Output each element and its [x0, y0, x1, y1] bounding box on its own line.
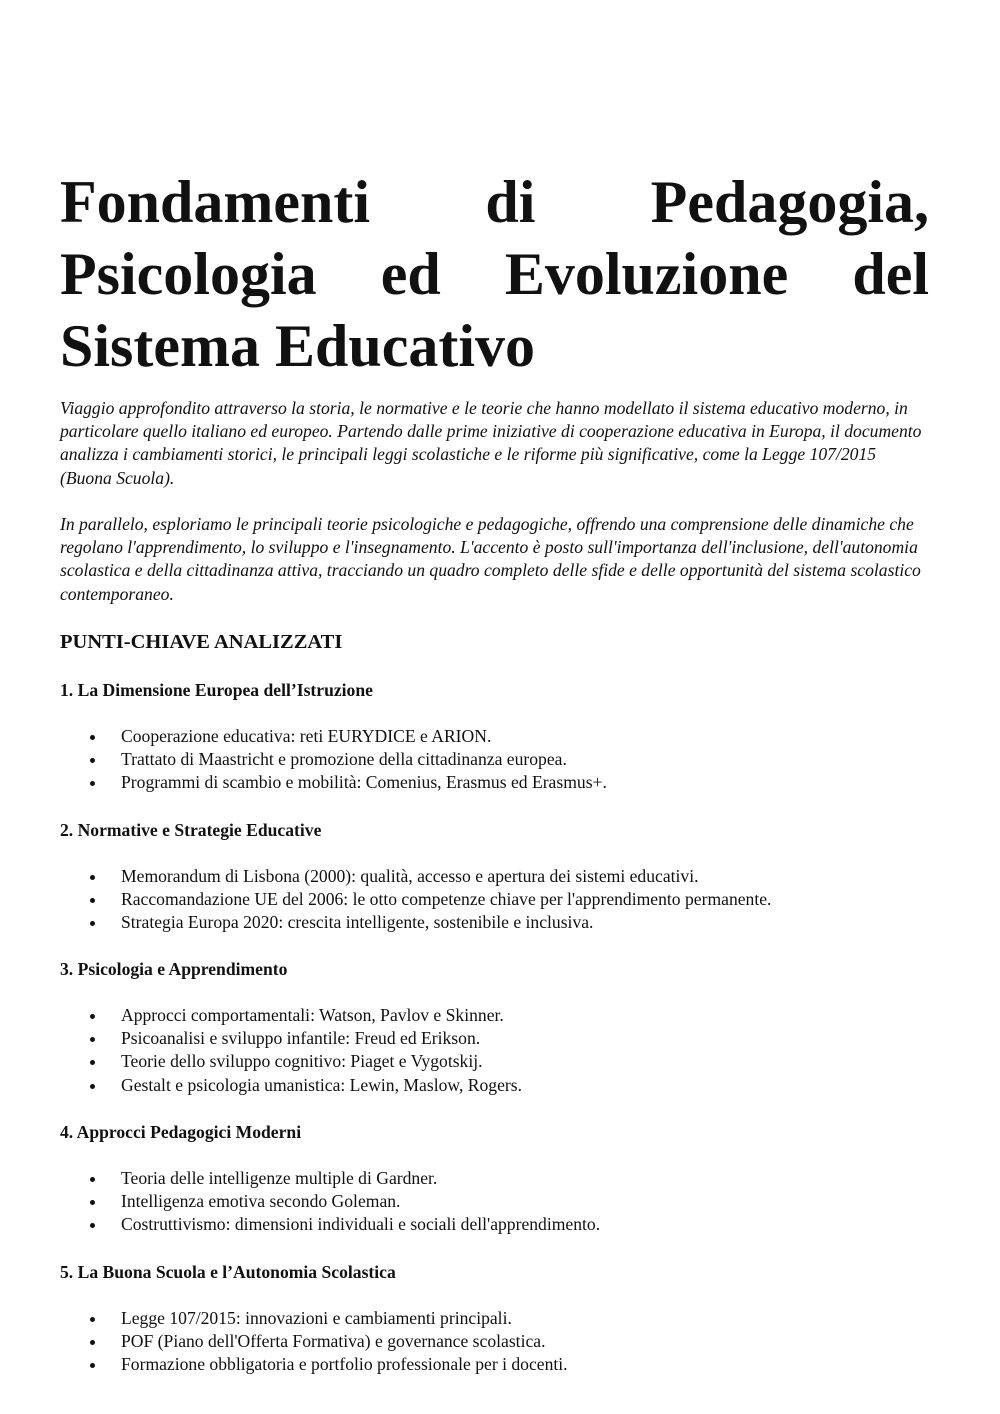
list-item-text: Memorandum di Lisbona (2000): qualità, accesso e apertura dei sistemi educativi. — [121, 866, 699, 886]
list-item — [60, 1027, 522, 1050]
list-item — [60, 1167, 600, 1190]
list-item — [60, 911, 771, 934]
list-item-text: Approcci comportamentali: Watson, Pavlov e Skinner. — [121, 1005, 504, 1025]
list-item-text: Trattato di Maastricht e promozione della cittadinanza europea. — [121, 749, 567, 770]
bullet-list — [60, 1004, 522, 1097]
bullet-dot-icon — [90, 1200, 95, 1205]
list-item — [60, 771, 607, 794]
title-line: Psicologia ed Evoluzione del — [60, 241, 929, 307]
list-item-text: Intelligenza emotiva secondo Goleman. — [121, 1191, 401, 1212]
bullet-dot-icon — [90, 758, 95, 763]
bullet-list — [60, 1307, 568, 1377]
section-title: 3. Psicologia e Apprendimento — [60, 959, 288, 979]
bullet-dot-icon — [90, 1317, 95, 1322]
list-item-text: Costruttivismo: dimensioni individuali e sociali dell'apprendimento. — [121, 1214, 601, 1235]
section-title: 5. La Buona Scuola e l’Autonomia Scolastica — [60, 1262, 396, 1282]
list-item — [60, 1050, 522, 1073]
list-item-text: Teorie dello sviluppo cognitivo: Piaget e Vygotskij. — [121, 1051, 483, 1072]
list-item — [60, 888, 771, 911]
list-item — [60, 865, 771, 888]
bullet-dot-icon — [90, 1084, 95, 1089]
list-item-text: Raccomandazione UE del 2006: le otto competenze chiave per l'apprendimento permanente. — [121, 889, 772, 910]
list-item — [60, 1353, 568, 1376]
section-title: 1. La Dimensione Europea dell’Istruzione — [60, 680, 373, 700]
list-item — [60, 1330, 568, 1353]
bullet-dot-icon — [90, 1060, 95, 1065]
bullet-dot-icon — [90, 1014, 95, 1019]
section-title: 4. Approcci Pedagogici Moderni — [60, 1122, 302, 1142]
bullet-dot-icon — [90, 1340, 95, 1345]
list-item-text: Legge 107/2015: innovazioni e cambiamenti principali. — [121, 1308, 512, 1328]
list-item-text: Psicoanalisi e sviluppo infantile: Freud ed Erikson. — [121, 1028, 481, 1049]
bullet-dot-icon — [90, 735, 95, 740]
list-item-text: Formazione obbligatoria e portfolio professionale per i docenti. — [121, 1354, 568, 1375]
list-item-text: Teoria delle intelligenze multiple di Gardner. — [121, 1168, 438, 1188]
list-item — [60, 725, 607, 748]
list-item-text: Strategia Europa 2020: crescita intelligente, sostenibile e inclusiva. — [121, 912, 594, 933]
list-item — [60, 1307, 568, 1330]
list-item — [60, 748, 607, 771]
bullet-list — [60, 1167, 600, 1237]
bullet-dot-icon — [90, 1363, 95, 1368]
title-line: Fondamenti di Pedagogia, — [60, 169, 929, 235]
section-title: 2. Normative e Strategie Educative — [60, 820, 322, 840]
list-item — [60, 1004, 522, 1027]
bullet-dot-icon — [90, 875, 95, 880]
intro-paragraph: Viaggio approfondito attraverso la storia, le normative e le teorie che hanno modellato il sistema educativo moderno, in particolare quello italiano ed europeo. Partendo dalle prime iniziative di cooperazione educativa in Europa, il documento analizza i cambiamenti storici, le principali leggi scolastiche e le riforme più significative, come la Legge 107/2015 (Buona Scuola). — [60, 398, 922, 488]
title-line: Sistema Educativo — [60, 313, 536, 379]
bullet-dot-icon — [90, 781, 95, 786]
list-item-text: Cooperazione educativa: reti EURYDICE e ARION. — [121, 726, 492, 746]
bullet-list — [60, 725, 607, 795]
bullet-dot-icon — [90, 898, 95, 903]
list-item-text: Gestalt e psicologia umanistica: Lewin, Maslow, Rogers. — [121, 1074, 522, 1095]
list-item — [60, 1074, 522, 1097]
list-item — [60, 1190, 600, 1213]
intro-paragraph: In parallelo, esploriamo le principali teorie psicologiche e pedagogiche, offrendo una comprensione delle dinamiche che regolano l'apprendimento, lo sviluppo e l'insegnamento. L'accento è posto sull'importanza dell'inclusione, dell'autonomia scolastica e della cittadinanza attiva, tracciando un quadro completo delle sfide e delle opportunità del sistema scolastico contemporaneo. — [60, 514, 921, 604]
list-item-text: Programmi di scambio e mobilità: Comenius, Erasmus ed Erasmus+. — [121, 772, 607, 793]
bullet-dot-icon — [90, 1177, 95, 1182]
document-title — [60, 166, 929, 382]
list-item — [60, 1213, 600, 1236]
bullet-dot-icon — [90, 921, 95, 926]
bullet-dot-icon — [90, 1037, 95, 1042]
key-points-heading: PUNTI-CHIAVE ANALIZZATI — [60, 631, 343, 653]
bullet-list — [60, 865, 771, 935]
bullet-dot-icon — [90, 1223, 95, 1228]
list-item-text: POF (Piano dell'Offerta Formativa) e governance scolastica. — [121, 1331, 546, 1352]
